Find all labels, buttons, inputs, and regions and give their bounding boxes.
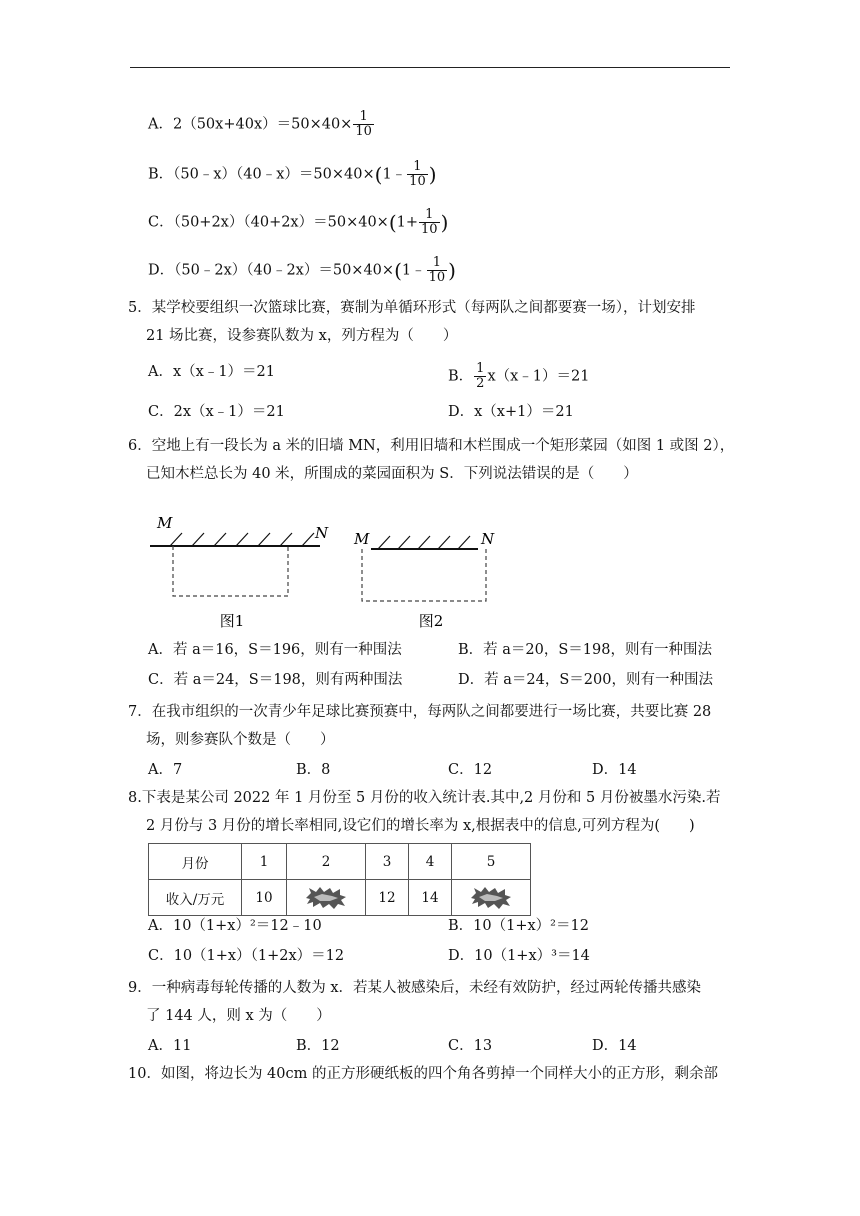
wall-hatching [170, 533, 314, 546]
q5-stem-line2: 21 场比赛，设参赛队数为 x，列方程为（ ） [146, 328, 458, 344]
table-cell: 14 [409, 880, 452, 916]
q9-stem-line1: 9．一种病毒每轮传播的人数为 x．若某人被感染后，未经有效防护，经过两轮传播共感染 [128, 980, 702, 996]
table-cell: 收入/万元 [149, 880, 242, 916]
q4-option-c: C．（50+2x）（40+2x）＝50×40×(1+ $\frac{1}{10}$ ) [148, 207, 449, 237]
q7-option-a: A．7 [148, 762, 183, 778]
table-cell: 3 [366, 844, 409, 880]
table-cell: 12 [366, 880, 409, 916]
q8-option-a: A．10（1+x）²＝12﹣10 [148, 918, 322, 934]
table-row [149, 880, 531, 916]
label-n: N [481, 530, 495, 548]
table-cell: 月份 [149, 844, 242, 880]
label-m: M [157, 514, 173, 532]
q9-option-b: B．12 [296, 1038, 340, 1054]
fraction: $\frac{1}{10}$ [409, 159, 426, 189]
q5-stem-line1: 5．某学校要组织一次篮球比赛，赛制为单循环形式（每两队之间都要赛一场），计划安排 [128, 300, 696, 316]
q5-option-a: A．x（x﹣1）＝21 [148, 364, 276, 380]
q9-option-a: A．11 [148, 1038, 192, 1054]
fence-rect [362, 549, 486, 601]
table-cell: 10 [242, 880, 287, 916]
q9-option-d: D．14 [592, 1038, 637, 1054]
table-cell [287, 880, 366, 916]
label-n: N [315, 524, 329, 542]
q9-option-c: C．13 [448, 1038, 493, 1054]
q8-stem-line2: 2 月份与 3 月份的增长率相同,设它们的增长率为 x,根据表中的信息,可列方程为( ) [146, 818, 695, 834]
q5-option-b: B． $\frac{1}{2}$ x（x﹣1）＝21 [448, 361, 590, 391]
q9-stem-line2: 了 144 人，则 x 为（ ） [146, 1008, 331, 1024]
q7-stem-line1: 7．在我市组织的一次青少年足球比赛预赛中，每两队之间都要进行一场比赛，共要比赛 28 [128, 704, 712, 720]
table-row [149, 844, 531, 880]
table-cell: 4 [409, 844, 452, 880]
q4-option-b: B．（50﹣x）（40﹣x）＝50×40×(1﹣ $\frac{1}{10}$ ) [148, 159, 437, 189]
q6-stem-line2: 已知木栏总长为 40 米，所围成的菜园面积为 S．下列说法错误的是（ ） [146, 466, 638, 482]
q6-option-a: A．若 a＝16，S＝196，则有一种围法 [148, 642, 402, 658]
fig1-caption: 图1 [219, 612, 245, 630]
header-rule [130, 67, 730, 68]
q6-option-b: B．若 a＝20，S＝198，则有一种围法 [458, 642, 712, 658]
q6-option-d: D．若 a＝24，S＝200，则有一种围法 [458, 672, 713, 688]
table-cell [452, 880, 531, 916]
q8-option-c: C．10（1+x）（1+2x）＝12 [148, 948, 345, 964]
q8-option-d: D．10（1+x）³＝14 [448, 948, 590, 964]
fraction: $\frac{1}{10}$ [355, 109, 372, 139]
q7-option-c: C．12 [448, 762, 493, 778]
fig2-caption: 图2 [418, 612, 444, 630]
q5-option-c: C．2x（x﹣1）＝21 [148, 404, 285, 420]
q8-stem-line1: 8.下表是某公司 2022 年 1 月份至 5 月份的收入统计表.其中,2 月份和 5 月份被墨水污染.若 [128, 790, 721, 806]
q5-option-d: D．x（x+1）＝21 [448, 404, 574, 420]
q6-stem-line1: 6．空地上有一段长为 a 米的旧墙 MN，利用旧墙和木栏围成一个矩形菜园（如图 1 或图 2）， [128, 438, 735, 454]
table-cell: 2 [287, 844, 366, 880]
figure-1 [150, 514, 329, 630]
q4-option-d: D．（50﹣2x）（40﹣2x）＝50×40×(1﹣ $\frac{1}{10}$ ) [148, 255, 456, 285]
q7-stem-line2: 场，则参赛队个数是（ ） [146, 732, 335, 748]
figure-2 [353, 530, 495, 630]
q7-option-b: B．8 [296, 762, 331, 778]
q4-option-a: A．2（50x+40x）＝50×40× $\frac{1}{10}$ [148, 109, 372, 139]
q10-stem-line1: 10．如图，将边长为 40cm 的正方形硬纸板的四个角各剪掉一个同样大小的正方形，剩余部 [128, 1066, 718, 1082]
q6-figures [140, 505, 520, 635]
table-cell: 1 [242, 844, 287, 880]
ink-stain-icon [304, 886, 348, 910]
q6-option-c: C．若 a＝24，S＝198，则有两种围法 [148, 672, 403, 688]
fraction: $\frac{1}{2}$ [476, 361, 485, 391]
table-cell: 5 [452, 844, 531, 880]
label-m: M [354, 530, 370, 548]
fraction: $\frac{1}{10}$ [421, 207, 438, 237]
q7-option-d: D．14 [592, 762, 637, 778]
fraction: $\frac{1}{10}$ [428, 255, 446, 285]
income-table [148, 843, 531, 916]
fence-rect [173, 546, 288, 596]
ink-stain-icon [469, 886, 513, 910]
wall-hatching [378, 536, 470, 549]
q8-option-b: B．10（1+x）²＝12 [448, 918, 589, 934]
